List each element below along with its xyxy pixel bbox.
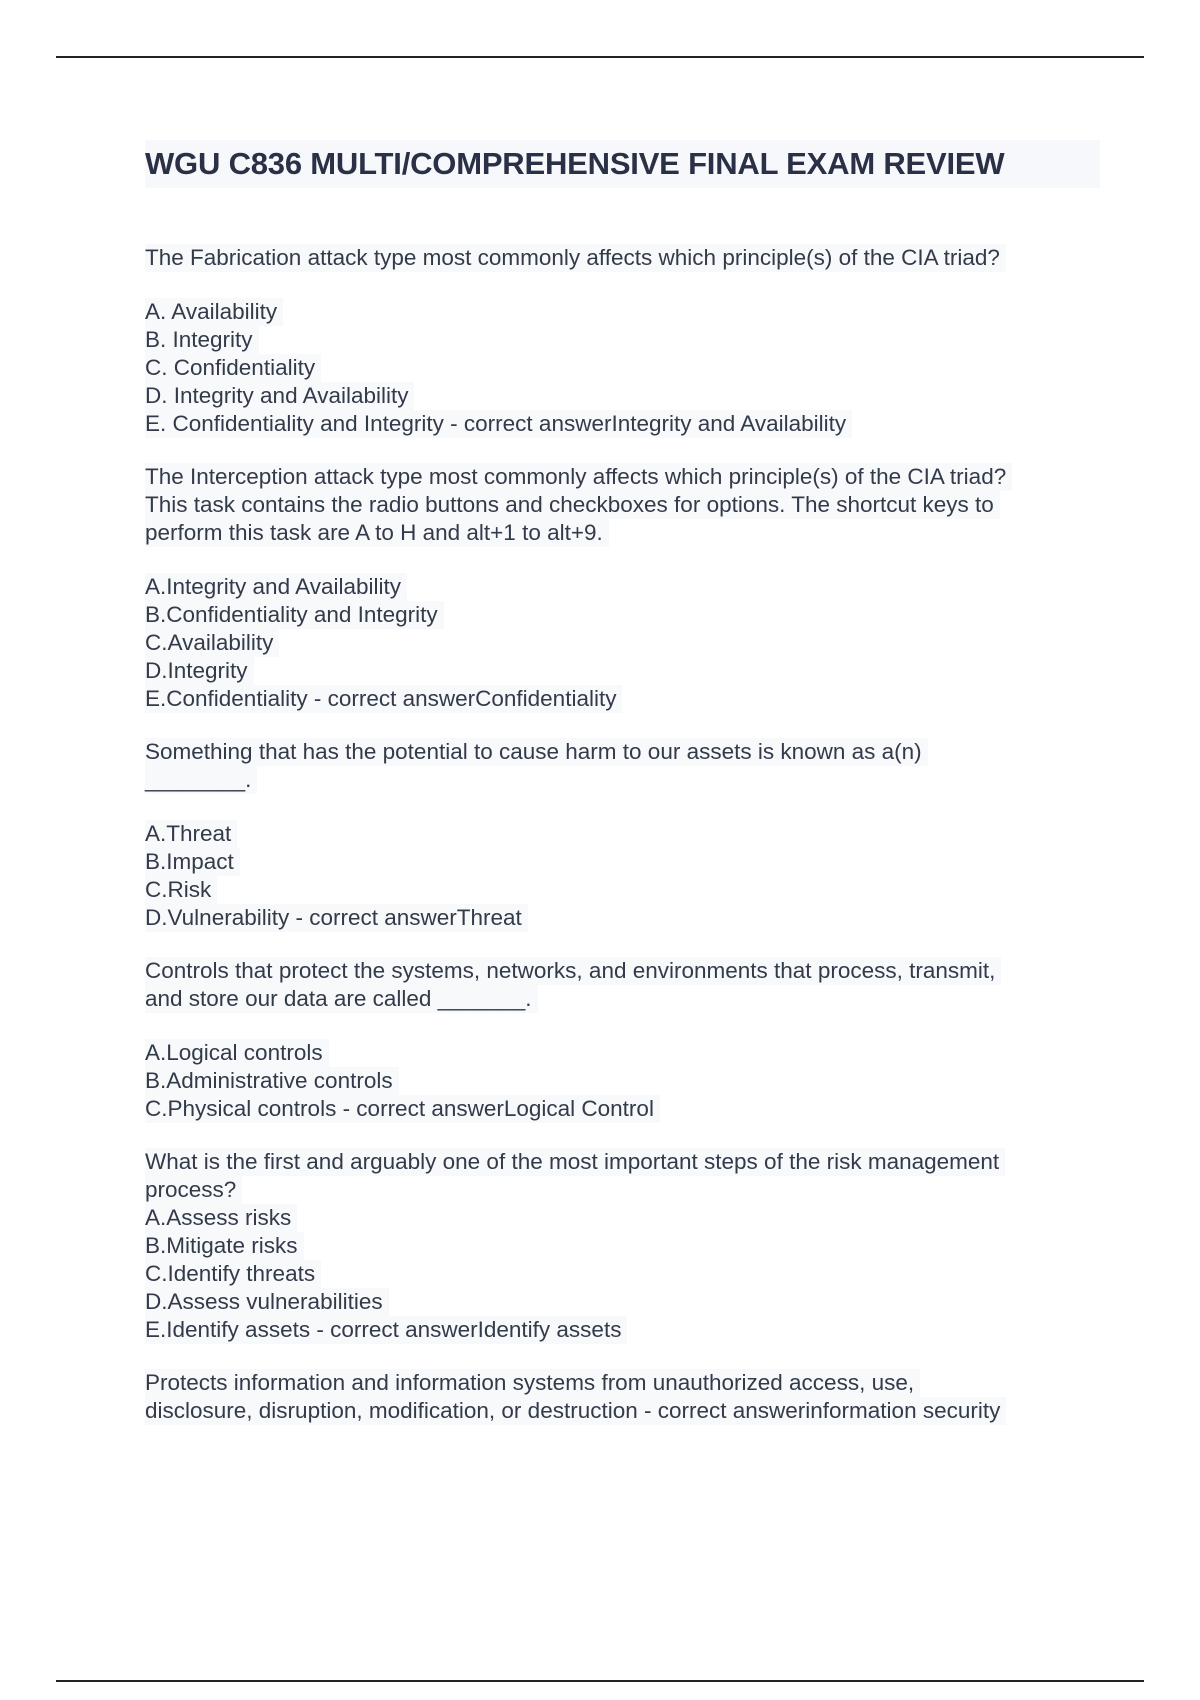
question-block — [145, 463, 1100, 713]
question-block — [145, 957, 1100, 1123]
option-with-answer: C.Physical controls - correct answerLogical Control — [145, 1095, 660, 1123]
question-text: process? — [145, 1176, 242, 1204]
option: C.Identify threats — [145, 1260, 321, 1288]
option: B.Confidentiality and Integrity — [145, 601, 444, 629]
question-block — [145, 1148, 1100, 1344]
option: A.Threat — [145, 820, 237, 848]
question-text: What is the first and arguably one of the most important steps of the risk management — [145, 1148, 1005, 1176]
option: C. Confidentiality — [145, 354, 321, 382]
option-with-answer: E. Confidentiality and Integrity - correct answerIntegrity and Availability — [145, 410, 852, 438]
footer-rule — [56, 1680, 1144, 1682]
document-title: WGU C836 MULTI/COMPREHENSIVE FINAL EXAM REVIEW — [145, 140, 1100, 188]
option: D.Integrity — [145, 657, 254, 685]
option: C.Risk — [145, 876, 217, 904]
option: B.Impact — [145, 848, 240, 876]
question-text: and store our data are called _______. — [145, 985, 538, 1013]
header-rule — [56, 56, 1144, 58]
option-with-answer: E.Confidentiality - correct answerConfidentiality — [145, 685, 622, 713]
option: A.Logical controls — [145, 1039, 329, 1067]
option-with-answer: E.Identify assets - correct answerIdentify assets — [145, 1316, 627, 1344]
option: A.Assess risks — [145, 1204, 297, 1232]
question-text: Controls that protect the systems, networks, and environments that process, transmit, — [145, 957, 1001, 985]
question-text: Something that has the potential to cause harm to our assets is known as a(n) — [145, 738, 928, 766]
question-text: The Interception attack type most commonly affects which principle(s) of the CIA triad? — [145, 463, 1012, 491]
option: D. Integrity and Availability — [145, 382, 414, 410]
question-block — [145, 244, 1100, 438]
question-text: This task contains the radio buttons and checkboxes for options. The shortcut keys to — [145, 491, 1000, 519]
question-block — [145, 738, 1100, 932]
option-with-answer: D.Vulnerability - correct answerThreat — [145, 904, 528, 932]
question-text: perform this task are A to H and alt+1 to alt+9. — [145, 519, 609, 547]
option: D.Assess vulnerabilities — [145, 1288, 389, 1316]
option: B. Integrity — [145, 326, 259, 354]
option: B.Mitigate risks — [145, 1232, 304, 1260]
question-text: Protects information and information systems from unauthorized access, use, — [145, 1369, 920, 1397]
option: A.Integrity and Availability — [145, 573, 407, 601]
question-block — [145, 1369, 1100, 1425]
question-text-with-answer: disclosure, disruption, modification, or destruction - correct answerinformation security — [145, 1397, 1006, 1425]
question-text: The Fabrication attack type most commonly affects which principle(s) of the CIA triad? — [145, 244, 1006, 272]
option: B.Administrative controls — [145, 1067, 399, 1095]
option: A. Availability — [145, 298, 283, 326]
document-body — [145, 140, 1100, 1450]
question-text: ________. — [145, 766, 257, 794]
option: C.Availability — [145, 629, 279, 657]
